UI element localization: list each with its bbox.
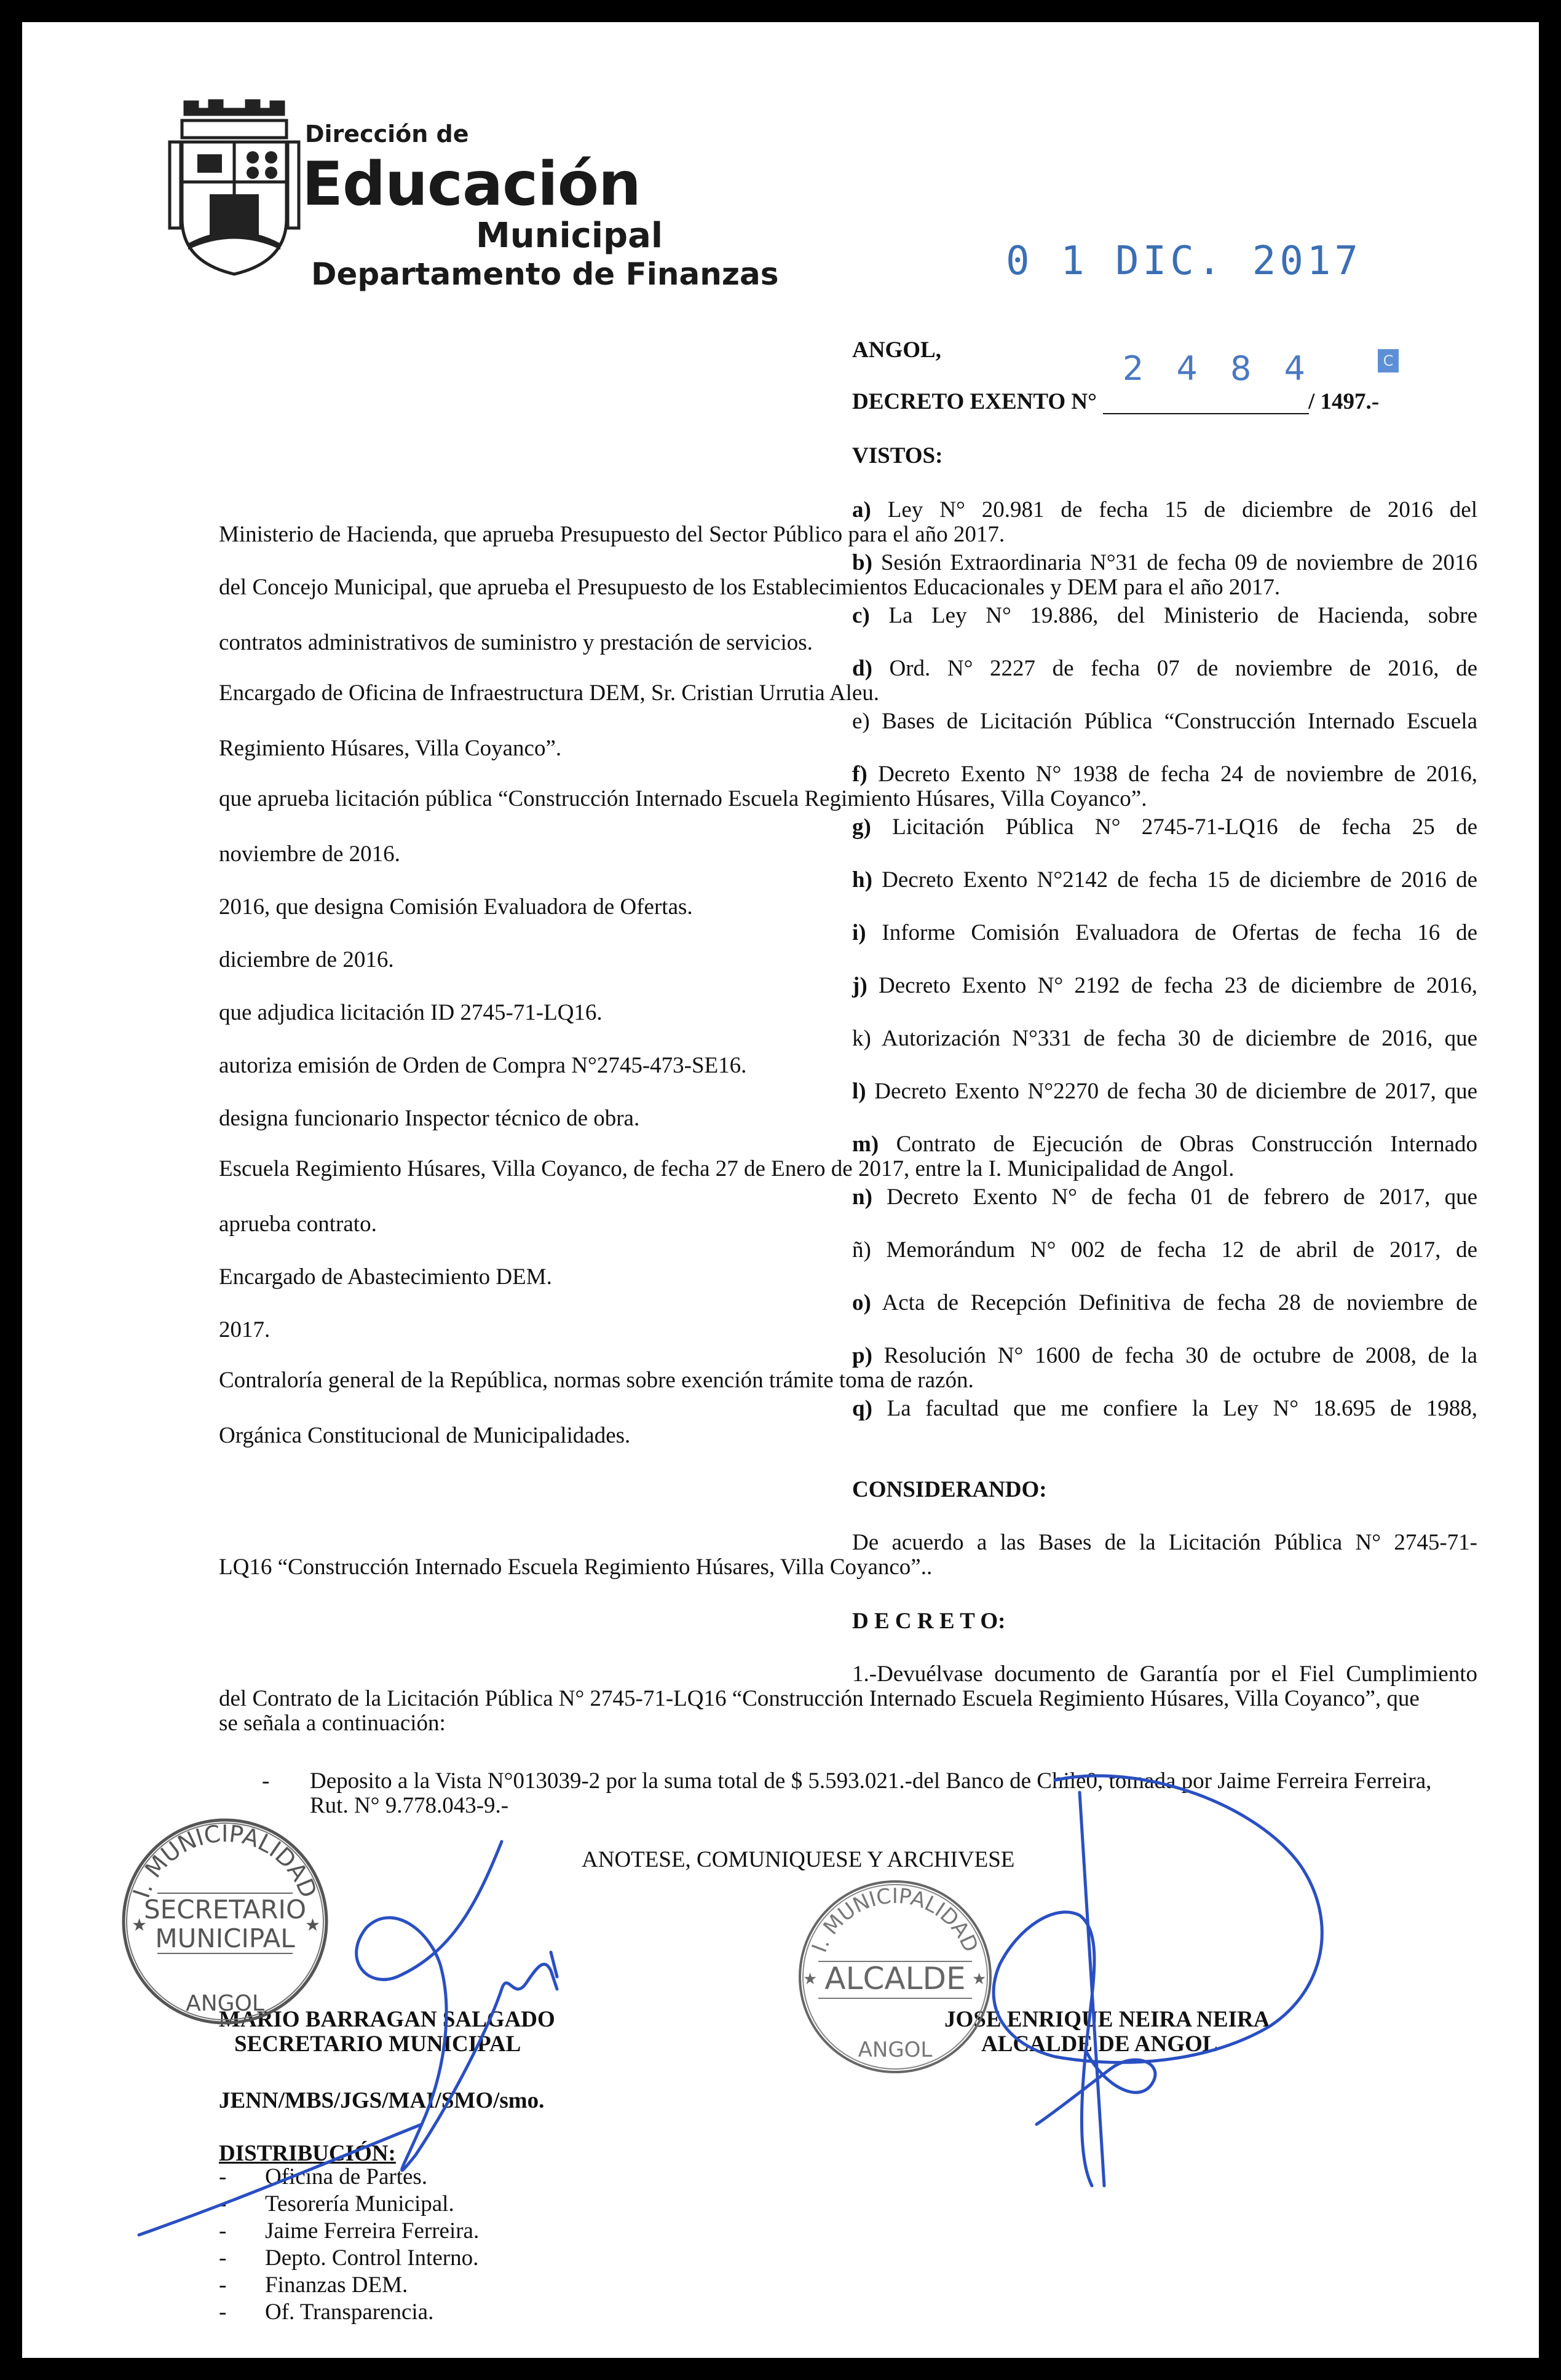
star-icon: ★: [972, 1970, 987, 1988]
decreto-rest1: del Contrato de la Licitación Pública N° 2745-71-LQ16 “Construcción Internado Escuela Regimiento Húsares, Villa Coyanco”, que: [219, 1686, 1420, 1711]
city-label: ANGOL,: [852, 337, 941, 363]
visto-g-rest: noviembre de 2016.: [219, 841, 400, 867]
visto-j-first: j) Decreto Exento N° 2192 de fecha 23 de diciembre de 2016,: [852, 973, 1477, 998]
secretary-seal-mid2: MUNICIPAL: [155, 1923, 295, 1953]
distribution-item: - Depto. Control Interno.: [219, 2245, 479, 2271]
visto-f-rest: que aprueba licitación pública “Construcción Internado Escuela Regimiento Húsares, Villa Coyanco”.: [219, 786, 1147, 811]
visto-c-first: c) La Ley N° 19.886, del Ministerio de Hacienda, sobre: [852, 603, 1478, 628]
header-educacion: Educación: [302, 149, 641, 219]
visto-enye-rest: Encargado de Abastecimiento DEM.: [219, 1264, 552, 1290]
visto-k-first: k) Autorización N°331 de fecha 30 de diciembre de 2016, que: [852, 1026, 1477, 1051]
visto-p-first: p) Resolución N° 1600 de fecha 30 de octubre de 2008, de la: [852, 1343, 1477, 1368]
visto-m-first: m) Contrato de Ejecución de Obras Construcción Internado: [852, 1132, 1478, 1157]
visto-l-rest: designa funcionario Inspector técnico de obra.: [219, 1106, 640, 1131]
secretary-seal-mid1: SECRETARIO: [144, 1894, 306, 1925]
secretary-title: SECRETARIO MUNICIPAL: [234, 2031, 521, 2057]
visto-c-rest: contratos administrativos de suministro y prestación de servicios.: [219, 630, 813, 655]
bullet-line1: Deposito a la Vista N°013039-2 por la suma total de $ 5.593.021.-del Banco de Chile0, tomada por Jaime Ferreira Ferreira,: [310, 1768, 1432, 1794]
decree-number: 2 4 8 4: [1123, 349, 1316, 388]
visto-d-first: d) Ord. N° 2227 de fecha 07 de noviembre de 2016, de: [852, 656, 1477, 681]
secretary-name: MARIO BARRAGAN SALGADO: [219, 2007, 555, 2032]
considerando-rest: LQ16 “Construcción Internado Escuela Regimiento Húsares, Villa Coyanco”..: [219, 1554, 933, 1580]
visto-f-first: f) Decreto Exento N° 1938 de fecha 24 de noviembre de 2016,: [852, 762, 1477, 787]
visto-n-first: n) Decreto Exento N° de fecha 01 de febrero de 2017, que: [852, 1184, 1478, 1210]
visto-j-rest: que adjudica licitación ID 2745-71-LQ16.: [219, 1000, 603, 1025]
mayor-seal-top: I. MUNICIPALIDAD: [807, 1883, 983, 1956]
header-departamento: Departamento de Finanzas: [311, 256, 779, 292]
decreto-title: D E C R E T O:: [852, 1609, 1006, 1634]
visto-h-rest: 2016, que designa Comisión Evaluadora de Ofertas.: [219, 894, 693, 920]
visto-q-first: q) La facultad que me confiere la Ley N° 18.695 de 1988,: [852, 1396, 1478, 1421]
closing-formula: ANOTESE, COMUNIQUESE Y ARCHIVESE: [582, 1847, 1015, 1872]
visto-b-first: b) Sesión Extraordinaria N°31 de fecha 09 de noviembre de 2016: [852, 550, 1478, 575]
received-date-stamp: 0 1 DIC. 2017: [1006, 238, 1362, 284]
considerando-first: De acuerdo a las Bases de la Licitación Pública N° 2745-71-: [852, 1530, 1477, 1555]
distribution-item: - Oficina de Partes.: [219, 2164, 428, 2189]
decree-number-underline: [1103, 413, 1309, 414]
distribution-list: [219, 2164, 479, 2326]
decreto-first: 1.-Devuélvase documento de Garantía por el Fiel Cumplimiento: [852, 1661, 1477, 1687]
visto-a-first: a) Ley N° 20.981 de fecha 15 de diciembre de 2016 del: [852, 497, 1478, 522]
document-page: [22, 22, 1539, 2358]
header-municipal: Municipal: [476, 216, 663, 256]
mayor-title: ALCALDE DE ANGOL: [981, 2031, 1218, 2057]
visto-o-first: o) Acta de Recepción Definitiva de fecha 28 de noviembre de: [852, 1290, 1477, 1315]
secretary-seal-top: I. MUNICIPALIDAD: [127, 1819, 323, 1902]
mayor-seal: [791, 1878, 1000, 2075]
mayor-signature: [994, 1776, 1322, 2186]
secretary-seal: [114, 1817, 336, 2026]
visto-g-first: g) Licitación Pública N° 2745-71-LQ16 de fecha 25 de: [852, 814, 1478, 840]
star-icon: ★: [132, 1915, 148, 1935]
visto-m-rest: Escuela Regimiento Húsares, Villa Coyanco, de fecha 27 de Enero de 2017, entre la I. Municipalidad de Angol.: [219, 1156, 1235, 1181]
distribution-item: - Jaime Ferreira Ferreira.: [219, 2218, 480, 2244]
visto-q-rest: Orgánica Constitucional de Municipalidades.: [219, 1423, 631, 1448]
visto-i-rest: diciembre de 2016.: [219, 947, 394, 972]
initials: JENN/MBS/JGS/MAI/SMO/smo.: [219, 2088, 545, 2113]
visto-o-rest: 2017.: [219, 1317, 271, 1342]
visto-h-first: h) Decreto Exento N°2142 de fecha 15 de diciembre de 2016 de: [852, 867, 1478, 892]
distribution-item: - Tesorería Municipal.: [219, 2191, 454, 2216]
secretary-seal-bottom: ANGOL: [186, 1991, 264, 2016]
visto-n-rest: aprueba contrato.: [219, 1212, 377, 1237]
mayor-seal-bottom: ANGOL: [858, 2038, 933, 2062]
decree-flag-icon: C: [1378, 349, 1399, 372]
considerando-title: CONSIDERANDO:: [852, 1477, 1047, 1502]
header-direccion: Dirección de: [305, 120, 469, 148]
vistos-title: VISTOS:: [852, 443, 943, 468]
visto-i-first: i) Informe Comisión Evaluadora de Ofertas de fecha 16 de: [852, 920, 1478, 945]
distribution-item: - Of. Transparencia.: [219, 2299, 434, 2325]
decreto-rest2: se señala a continuación:: [219, 1711, 446, 1736]
visto-e-rest: Regimiento Húsares, Villa Coyanco”.: [219, 736, 562, 761]
visto-b-rest: del Concejo Municipal, que aprueba el Presupuesto de los Establecimientos Educacionales y DEM para el año 2017.: [219, 575, 1281, 600]
distribution-item: - Finanzas DEM.: [219, 2272, 408, 2298]
visto-k-rest: autoriza emisión de Orden de Compra N°2745-473-SE16.: [219, 1053, 747, 1078]
visto-d-rest: Encargado de Oficina de Infraestructura DEM, Sr. Cristian Urrutia Aleu.: [219, 680, 880, 706]
decree-label: DECRETO EXENTO N°: [852, 389, 1097, 414]
visto-enye-first: ñ) Memorándum N° 002 de fecha 12 de abril de 2017, de: [852, 1237, 1477, 1263]
mayor-seal-middle: ALCALDE: [824, 1961, 966, 1996]
decree-suffix: / 1497.-: [1308, 389, 1380, 414]
visto-e-first: e) Bases de Licitación Pública “Construcción Internado Escuela: [852, 709, 1477, 734]
distribution-title: DISTRIBUCIÓN:: [219, 2141, 396, 2166]
bullet-dash: -: [262, 1768, 270, 1794]
visto-a-rest: Ministerio de Hacienda, que aprueba Presupuesto del Sector Público para el año 2017.: [219, 522, 1005, 547]
visto-p-rest: Contraloría general de la República, normas sobre exención trámite toma de razón.: [219, 1368, 974, 1393]
bullet-line2: Rut. N° 9.778.043-9.-: [310, 1793, 509, 1818]
star-icon: ★: [305, 1915, 321, 1935]
visto-l-first: l) Decreto Exento N°2270 de fecha 30 de diciembre de 2017, que: [852, 1079, 1477, 1104]
mayor-name: JOSE ENRIQUE NEIRA NEIRA: [944, 2007, 1270, 2032]
star-icon: ★: [803, 1970, 818, 1988]
municipal-crest-icon: [164, 96, 305, 280]
